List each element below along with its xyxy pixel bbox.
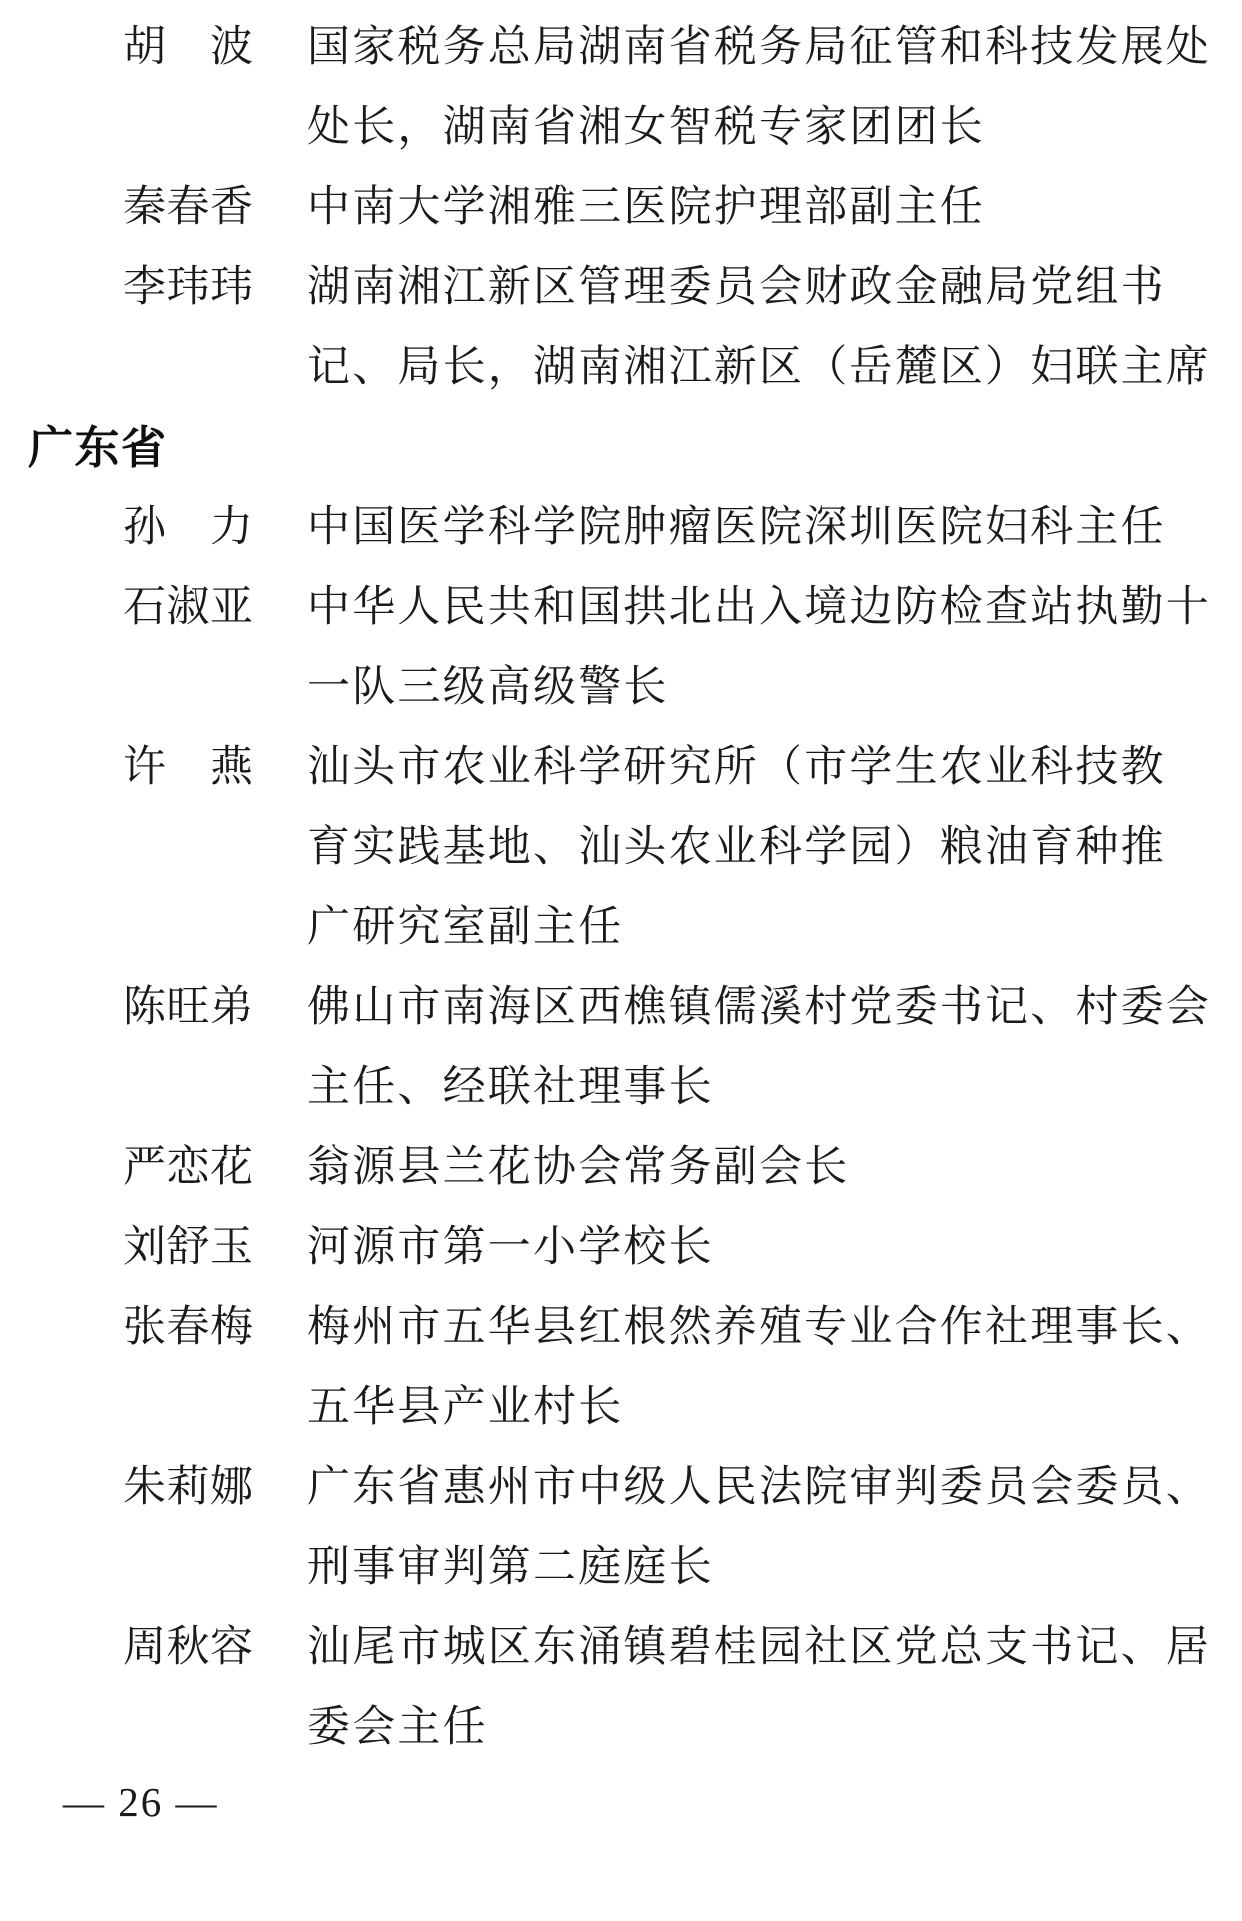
section-heading-row bbox=[0, 408, 1242, 488]
entry-row bbox=[0, 1608, 1242, 1688]
entry-name: 周秋容 bbox=[123, 1624, 254, 1671]
document-body bbox=[0, 8, 1242, 1768]
entry-name: 孙 力 bbox=[123, 504, 254, 551]
entry-row bbox=[0, 8, 1242, 88]
entry-description-line: 记、局长，湖南湘江新区（岳麓区）妇联主席 bbox=[307, 344, 1211, 391]
entry-name bbox=[123, 1368, 307, 1448]
entry-description-line: 广研究室副主任 bbox=[307, 904, 624, 951]
entry-name: 秦春香 bbox=[123, 184, 254, 231]
page-number: — 26 — bbox=[63, 1779, 219, 1825]
entry-row bbox=[0, 968, 1242, 1048]
entry-name: 朱莉娜 bbox=[123, 1464, 254, 1511]
entry-description-line: 中国医学科学院肿瘤医院深圳医院妇科主任 bbox=[307, 504, 1166, 551]
entry-name bbox=[123, 648, 307, 728]
entry-row bbox=[0, 1528, 1242, 1608]
entry-description-line: 中华人民共和国拱北出入境边防检查站执勤十 bbox=[307, 584, 1211, 631]
entry-row bbox=[0, 648, 1242, 728]
entry-row bbox=[0, 1688, 1242, 1768]
entry-name bbox=[123, 1688, 307, 1768]
entry-description-line: 国家税务总局湖南省税务局征管和科技发展处 bbox=[307, 24, 1211, 71]
entry-row bbox=[0, 1128, 1242, 1208]
entry-description-line: 翁源县兰花协会常务副会长 bbox=[307, 1144, 850, 1191]
entry-description-line: 汕尾市城区东涌镇碧桂园社区党总支书记、居 bbox=[307, 1624, 1211, 1671]
entry-description-line: 中南大学湘雅三医院护理部副主任 bbox=[307, 184, 985, 231]
entry-description-line: 汕头市农业科学研究所（市学生农业科技教 bbox=[307, 744, 1166, 791]
entry-row bbox=[0, 1208, 1242, 1288]
entry-name bbox=[123, 888, 307, 968]
entry-name: 李玮玮 bbox=[123, 264, 254, 311]
entry-description-line: 五华县产业村长 bbox=[307, 1384, 624, 1431]
entry-row bbox=[0, 728, 1242, 808]
entry-description-line: 湖南湘江新区管理委员会财政金融局党组书 bbox=[307, 264, 1166, 311]
entry-description-line: 广东省惠州市中级人民法院审判委员会委员、 bbox=[307, 1464, 1211, 1511]
entry-row bbox=[0, 1288, 1242, 1368]
entry-row bbox=[0, 568, 1242, 648]
entry-name: 刘舒玉 bbox=[123, 1224, 254, 1271]
section-heading: 广东省 bbox=[28, 422, 168, 473]
entry-row bbox=[0, 248, 1242, 328]
entry-name bbox=[123, 1528, 307, 1608]
entry-row bbox=[0, 328, 1242, 408]
entry-name bbox=[123, 328, 307, 408]
entry-description-line: 刑事审判第二庭庭长 bbox=[307, 1544, 714, 1591]
entry-description-line: 委会主任 bbox=[307, 1704, 488, 1751]
entry-row bbox=[0, 1448, 1242, 1528]
entry-description-line: 育实践基地、汕头农业科学园）粮油育种推 bbox=[307, 824, 1166, 871]
entry-row bbox=[0, 888, 1242, 968]
entry-row bbox=[0, 1048, 1242, 1128]
entry-name: 严恋花 bbox=[123, 1144, 254, 1191]
entry-description-line: 河源市第一小学校长 bbox=[307, 1224, 714, 1271]
entry-description-line: 主任、经联社理事长 bbox=[307, 1064, 714, 1111]
entry-name: 许 燕 bbox=[123, 744, 254, 791]
entry-name bbox=[123, 808, 307, 888]
entry-name: 石淑亚 bbox=[123, 584, 254, 631]
entry-description-line: 佛山市南海区西樵镇儒溪村党委书记、村委会 bbox=[307, 984, 1211, 1031]
entry-name: 陈旺弟 bbox=[123, 984, 254, 1031]
entry-row bbox=[0, 808, 1242, 888]
entry-description-line: 梅州市五华县红根然养殖专业合作社理事长、 bbox=[307, 1304, 1211, 1351]
entry-row bbox=[0, 168, 1242, 248]
entry-name: 张春梅 bbox=[123, 1304, 254, 1351]
entry-description-line: 处长，湖南省湘女智税专家团团长 bbox=[307, 104, 985, 151]
entry-row bbox=[0, 488, 1242, 568]
entry-row bbox=[0, 88, 1242, 168]
entry-name bbox=[123, 88, 307, 168]
entry-name: 胡 波 bbox=[123, 24, 254, 71]
entry-row bbox=[0, 1368, 1242, 1448]
entry-name bbox=[123, 1048, 307, 1128]
entry-description-line: 一队三级高级警长 bbox=[307, 664, 669, 711]
